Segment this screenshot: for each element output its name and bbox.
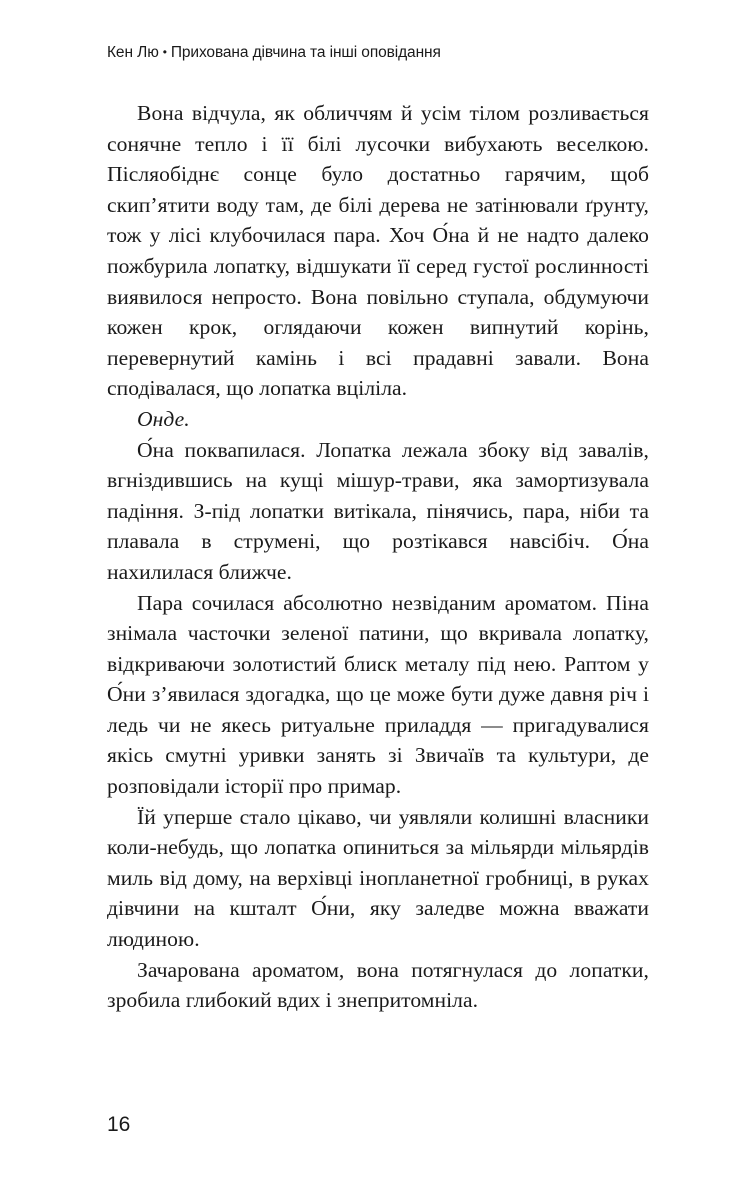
paragraph-6: Зачарована ароматом, вона потягнулася до лопатки, зробила глибокий вдих і знепритомніла.: [107, 957, 649, 1013]
page-number: 16: [107, 1113, 131, 1136]
paragraph-4: Пара сочилася абсолютно незвіданим ароматом. Піна знімала часточки зеленої патини, що вкривала лопатку, відкриваючи золотистий блиск металу під нею. Раптом у О́ни з’явилася здогадка, що це може бути дуже давня річ і ледь чи не якесь ритуальне приладдя — пригадувалися якісь смутні уривки занять зі Звичаїв та культури, де розповідали історії про примар.: [107, 590, 649, 799]
paragraph-2: Онде.: [137, 406, 190, 431]
running-head: [107, 44, 441, 62]
header-book-title: Прихована дівчина та інші оповідання: [170, 44, 441, 61]
body-text: [107, 98, 649, 1016]
paragraph-5: Їй уперше стало цікаво, чи уявляли колишні власники коли-небудь, що лопатка опиниться за мільярди мільярдів миль від дому, на верхівці інопланетної гробниці, в руках дівчини на кшталт О́ни, яку заледве можна вважати людиною.: [107, 804, 649, 952]
paragraph-1: Вона відчула, як обличчям й усім тілом розливається сонячне тепло і її білі лусочки вибухають веселкою. Післяобіднє сонце було достатньо гарячим, щоб скип’ятити воду там, де білі дерева не затінювали ґрунту, тож у лісі клубочилася пара. Хоч О́на й не надто далеко пожбурила лопатку, відшукати її серед густої рослинності виявилося непросто. Вона повільно ступала, обдумуючи кожен крок, оглядаючи кожен випнутий корінь, перевернутий камінь і всі прадавні завали. Вона сподівалася, що лопатка вціліла.: [107, 101, 649, 401]
header-author: Кен Лю: [107, 44, 159, 61]
header-separator: •: [162, 45, 167, 59]
paragraph-3: О́на поквапилася. Лопатка лежала збоку від завалів, вгніздившись на кущі мішур-трави, яка замортизувала падіння. З-під лопатки витікала, пінячись, пара, ніби та плавала в струмені, що розтікався навсібіч. О́на нахилилася ближче.: [107, 437, 649, 584]
